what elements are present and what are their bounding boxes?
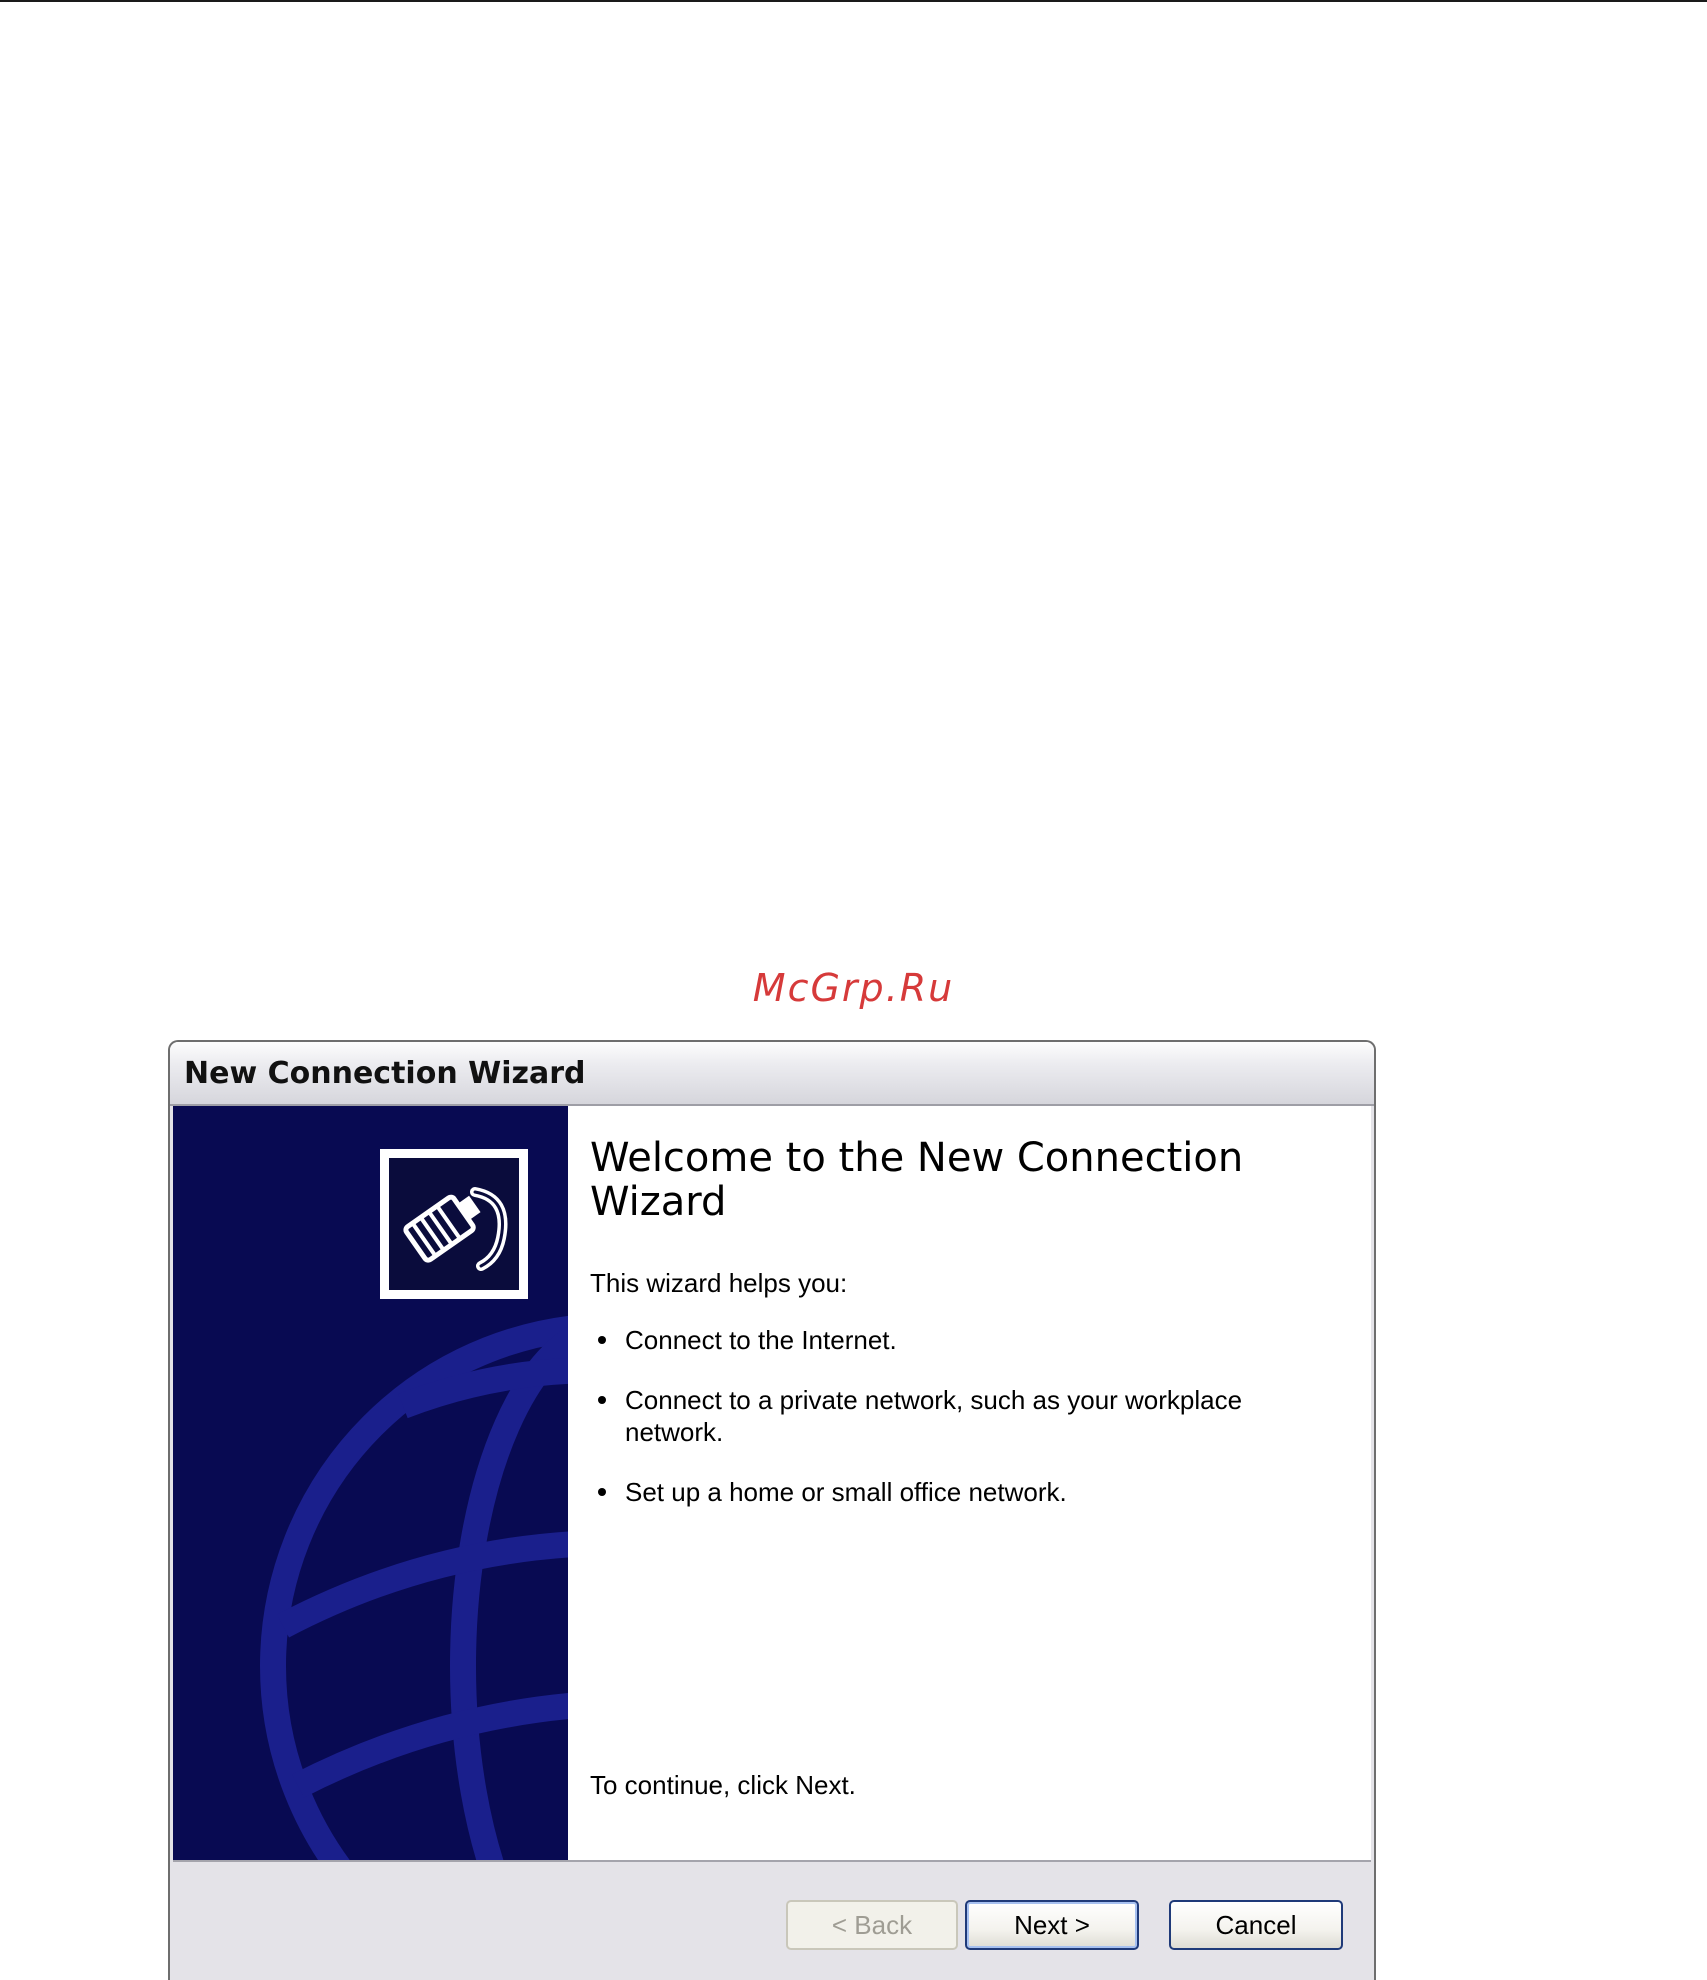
back-button[interactable]: < Back xyxy=(786,1900,958,1950)
bullet-dot xyxy=(598,1336,606,1344)
wizard-side-panel xyxy=(173,1106,568,1860)
bullet-text: Set up a home or small office network. xyxy=(625,1477,1067,1507)
wizard-intro: This wizard helps you: xyxy=(590,1268,848,1298)
list-item xyxy=(590,1324,1310,1356)
watermark-text: McGrp.Ru xyxy=(752,966,955,1010)
window-title: New Connection Wizard xyxy=(184,1056,586,1091)
list-item xyxy=(590,1476,1310,1508)
network-cable-icon-glyph xyxy=(389,1158,519,1290)
network-cable-icon-background xyxy=(389,1158,519,1290)
top-rule xyxy=(0,0,1707,2)
network-cable-icon xyxy=(380,1149,528,1299)
bullet-dot xyxy=(598,1396,606,1404)
cancel-button[interactable]: Cancel xyxy=(1169,1900,1343,1950)
continue-instruction: To continue, click Next. xyxy=(590,1770,856,1800)
bullet-text: Connect to a private network, such as your workplace network. xyxy=(625,1385,1243,1447)
bullet-text: Connect to the Internet. xyxy=(625,1325,897,1355)
wizard-main-panel xyxy=(568,1106,1371,1860)
window-title-bar[interactable] xyxy=(170,1042,1374,1106)
wizard-heading: Welcome to the New Connection Wizard xyxy=(590,1135,1244,1225)
wizard-content xyxy=(173,1106,1371,1862)
list-item xyxy=(590,1384,1310,1448)
wizard-window xyxy=(168,1040,1376,1980)
next-button[interactable]: Next > xyxy=(965,1900,1139,1950)
bullet-dot xyxy=(598,1488,606,1496)
wizard-bullet-list xyxy=(590,1324,1310,1508)
